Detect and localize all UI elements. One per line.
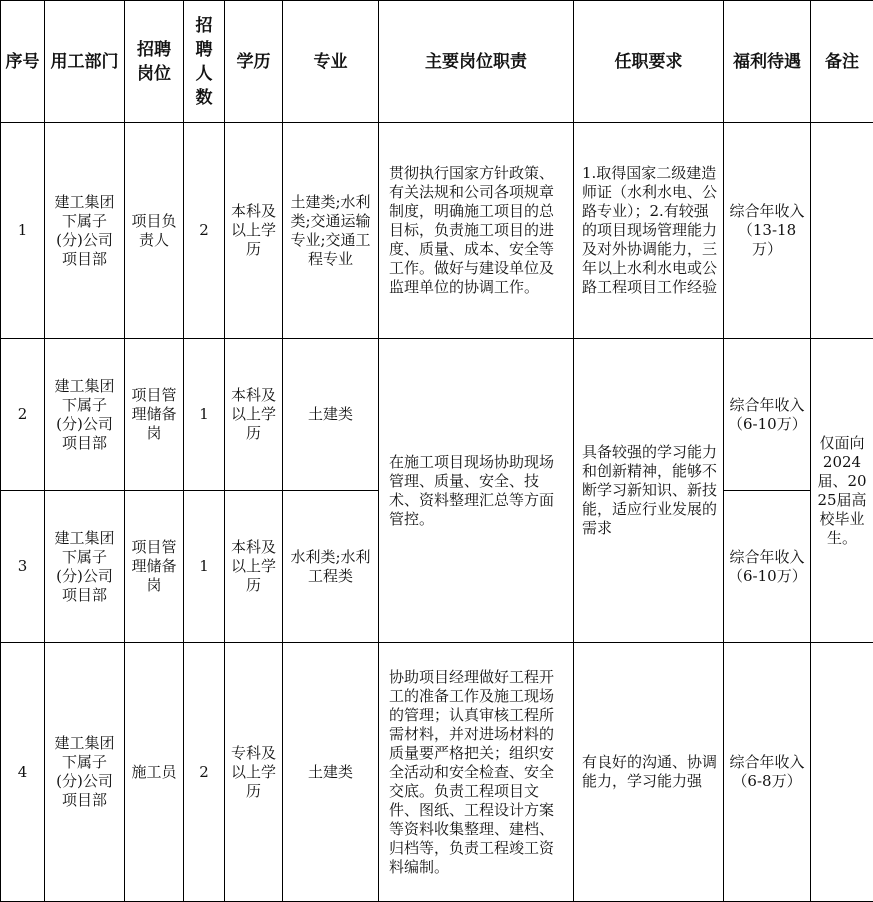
header-dept: 用工部门: [45, 1, 125, 123]
cell-position: 项目管理储备岗: [125, 491, 184, 643]
cell-duties: 协助项目经理做好工程开工的准备工作及施工现场的管理；认真审核工程所需材料，并对进场材料的质量要严格把关；组织安全活动和安全检查、安全交底。负责工程项目文件、图纸、工程设计方案等资料收集整理、建档、归档等，负责工程竣工资料编制。: [379, 643, 574, 902]
header-duties: 主要岗位职责: [379, 1, 574, 123]
cell-major: 土建类: [283, 339, 379, 491]
cell-requirements: 1.取得国家二级建造师证（水利水电、公路专业）；2.有较强的项目现场管理能力及对外协调能力，三年以上水利水电或公路工程项目工作经验: [574, 123, 724, 339]
cell-no: 4: [1, 643, 45, 902]
cell-education: 专科及以上学历: [225, 643, 283, 902]
cell-duties: 贯彻执行国家方针政策、有关法规和公司各项规章制度，明确施工项目的总目标，负责施工项目的进度、质量、成本、安全等工作。做好与建设单位及监理单位的协调工作。: [379, 123, 574, 339]
cell-dept: 建工集团下属子(分)公司项目部: [45, 491, 125, 643]
header-benefits: 福利待遇: [724, 1, 811, 123]
table-row: [1, 339, 873, 491]
table-row: [1, 123, 873, 339]
cell-requirements-shared: 具备较强的学习能力和创新精神，能够不断学习新知识、新技能，适应行业发展的需求: [574, 339, 724, 643]
cell-count: 1: [184, 491, 225, 643]
cell-benefits: 综合年收入（6-10万）: [724, 339, 811, 491]
cell-remarks-shared: 仅面向2024届、2025届高校毕业生。: [811, 339, 873, 643]
cell-no: 3: [1, 491, 45, 643]
cell-duties-shared: 在施工项目现场协助现场管理、质量、安全、技术、资料整理汇总等方面管控。: [379, 339, 574, 643]
cell-remarks-empty: [811, 123, 873, 339]
cell-requirements: 有良好的沟通、协调能力，学习能力强: [574, 643, 724, 902]
cell-count: 1: [184, 339, 225, 491]
header-position: 招聘岗位: [125, 1, 184, 123]
cell-benefits: 综合年收入（6-10万）: [724, 491, 811, 643]
cell-no: 2: [1, 339, 45, 491]
cell-benefits: 综合年收入（13-18万）: [724, 123, 811, 339]
cell-education: 本科及以上学历: [225, 491, 283, 643]
header-count: 招聘人数: [184, 1, 225, 123]
cell-position: 项目负责人: [125, 123, 184, 339]
cell-major: 土建类: [283, 643, 379, 902]
table-row: [1, 643, 873, 902]
cell-no: 1: [1, 123, 45, 339]
cell-dept: 建工集团下属子(分)公司项目部: [45, 339, 125, 491]
header-no: 序号: [1, 1, 45, 123]
cell-count: 2: [184, 123, 225, 339]
cell-education: 本科及以上学历: [225, 339, 283, 491]
header-major: 专业: [283, 1, 379, 123]
header-requirements: 任职要求: [574, 1, 724, 123]
cell-dept: 建工集团下属子(分)公司项目部: [45, 123, 125, 339]
header-remarks: 备注: [811, 1, 873, 123]
cell-count: 2: [184, 643, 225, 902]
cell-education: 本科及以上学历: [225, 123, 283, 339]
header-education: 学历: [225, 1, 283, 123]
cell-major: 土建类;水利类;交通运输专业;交通工程专业: [283, 123, 379, 339]
cell-benefits: 综合年收入（6-8万）: [724, 643, 811, 902]
header-row: [1, 1, 873, 123]
cell-remarks-empty: [811, 643, 873, 902]
cell-major: 水利类;水利工程类: [283, 491, 379, 643]
cell-dept: 建工集团下属子(分)公司项目部: [45, 643, 125, 902]
cell-position: 施工员: [125, 643, 184, 902]
cell-position: 项目管理储备岗: [125, 339, 184, 491]
